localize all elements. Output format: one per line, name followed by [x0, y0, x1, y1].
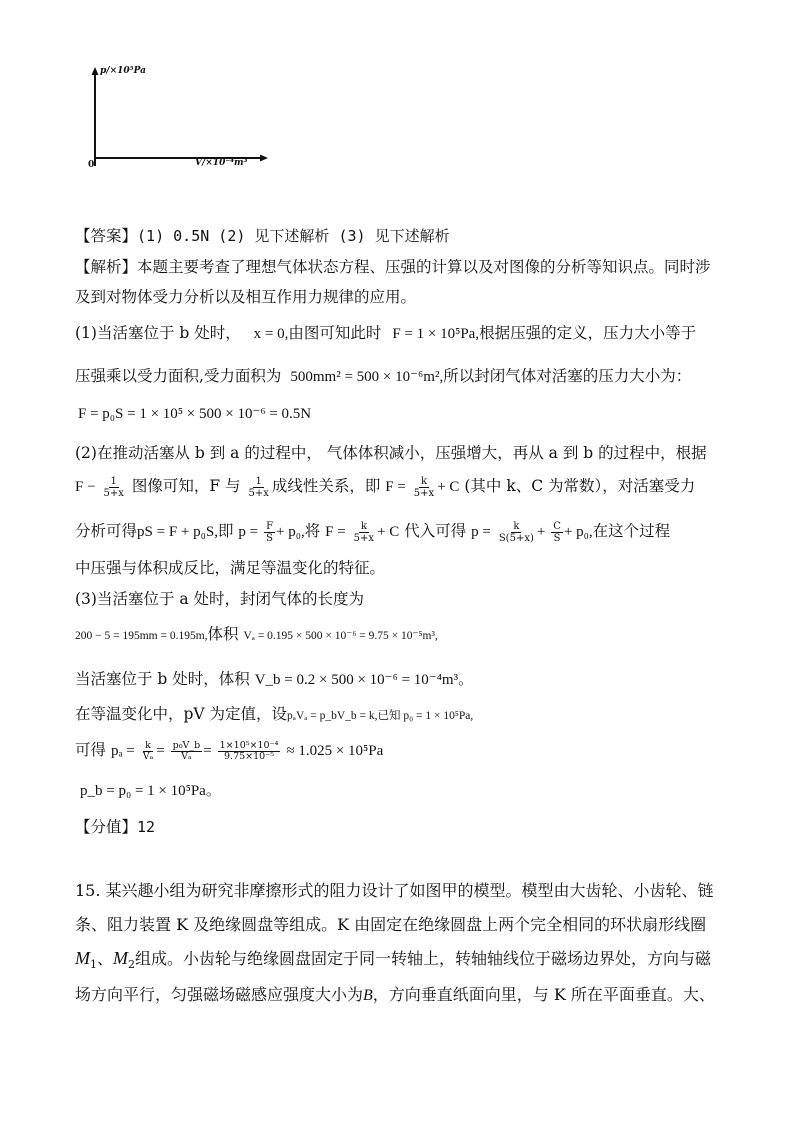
part2-line1: (2)在推动活塞从 b 到 a 的过程中， 气体体积减小，压强增大，再从 a 到 b 的过程中，根据: [75, 444, 707, 462]
part3-line4: 在等温变化中，pV 为定值，设pₐVₐ = p_bV_b = k,已知 p₀ = 1 × 10⁵Pa,: [75, 705, 474, 723]
answer-tag: 【答案】: [75, 227, 138, 245]
part3-line1: (3)当活塞位于 a 处时，封闭气体的长度为: [75, 590, 365, 608]
question15-line2: 条、阻力装置 K 及绝缘圆盘等组成。K 由固定在绝缘圆盘上两个完全相同的环状扇形线圈: [75, 915, 707, 934]
part3-line5: 可得 pₐ = $\frac{k}{\text{Vₐ}}$ = $\frac{\text{p₀V\_b}}{\text{Vₐ}}$ = $\frac{\text{1×10⁵×10⁻⁴}}{\text{9.75×10⁻⁵}}$ ≈ 1.025 × 10⁵Pa: [75, 739, 384, 762]
part1-line1: (1)当活塞位于 b 处时， x = 0,由图可知此时 F = 1 × 10⁵Pa,根据压强的定义，压力大小等于: [75, 324, 697, 342]
y-axis-arrow: [92, 67, 99, 75]
question15-line4: 场方向平行，匀强磁场磁感应强度大小为B，方向垂直纸面向里，与 K 所在平面垂直。大、: [75, 985, 715, 1004]
part3-line2: 200 − 5 = 195mm = 0.195m,体积 Vₐ = 0.195 × 500 × 10⁻⁶ = 9.75 × 10⁻⁵m³,: [75, 625, 438, 643]
analysis-tag: 【解析】: [75, 258, 138, 276]
question15-line1: 15. 某兴趣小组为研究非摩擦形式的阻力设计了如图甲的模型。模型由大齿轮、小齿轮、链: [75, 881, 714, 900]
answer-text: (1) 0.5N (2) 见下述解析 (3) 见下述解析: [137, 227, 450, 245]
score-line: [75, 815, 155, 837]
analysis-intro-line2: 及到对物体受力分析以及相互作用力规律的应用。: [75, 288, 417, 306]
analysis-intro-line1: 【解析】本题主要考查了理想气体状态方程、压强的计算以及对图像的分析等知识点。同时涉: [75, 258, 711, 276]
part1-line2: 压强乘以受力面积,受力面积为 500mm² = 500 × 10⁻⁶m²,所以封闭气体对活塞的压力大小为：: [75, 367, 692, 385]
y-axis-label: p/×10⁵Pa: [100, 66, 146, 76]
part1-result-eq: F = p₀S = 1 × 10⁵ × 500 × 10⁻⁶ = 0.5N: [78, 406, 312, 422]
answer-line: [75, 224, 450, 246]
part2-line2: F − $\frac{1}{5+x}$ 图像可知，F 与 $\frac{1}{5+x}$ 成线性关系，即 F = $\frac{k}{5+x}$ + C (其中 k、C 为常数），对活塞受力: [75, 475, 696, 499]
part2-line3: 分析可得pS = F + p₀S,即 p = $\frac{F}{S}$ + p₀,将 F = $\frac{k}{5+x}$ + C 代入可得 p = $\frac{k}{S(5+x)}$ + $\frac{C}{S}$ + p₀,在这个过程: [75, 520, 671, 544]
question15-line3: $M_1$、$M_2$组成。小齿轮与绝缘圆盘固定于同一转轴上，转轴轴线位于磁场边界处，方向与磁: [75, 948, 712, 972]
part3-line3: 当活塞位于 b 处时，体积 V_b = 0.2 × 500 × 10⁻⁶ = 10⁻⁴m³。: [75, 670, 474, 688]
part2-line4: 中压强与体积成反比，满足等温变化的特征。: [75, 559, 386, 577]
score-value: 12: [137, 818, 156, 836]
x-axis-arrow: [260, 155, 268, 162]
part3-pb-eq: p_b = p₀ = 1 × 10⁵Pa。: [80, 783, 221, 799]
x-axis-label: V/×10⁻⁴m³: [195, 158, 248, 168]
score-tag: 【分值】: [75, 818, 138, 836]
origin-label: 0: [88, 160, 95, 170]
